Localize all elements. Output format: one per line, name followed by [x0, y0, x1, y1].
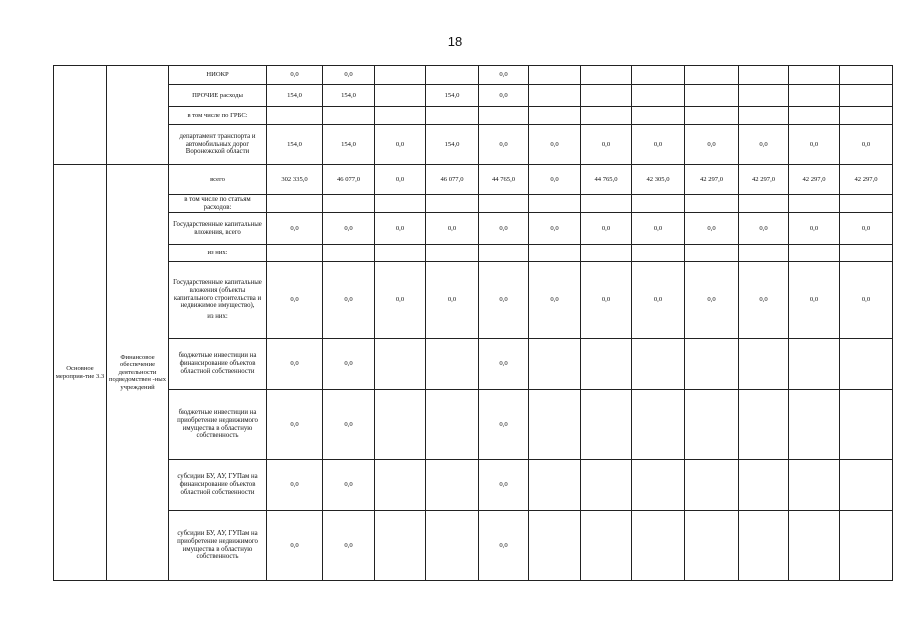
value-cell	[685, 107, 739, 125]
value-cell	[789, 66, 840, 85]
table-row	[54, 195, 893, 213]
measure-description-cell: Финансовое обеспечение деятельности подведомствен -ных учреждений	[107, 165, 169, 581]
row-label-text: Государственные капитальные вложения (объекты капитального строительства и недвижимое имущество),	[173, 278, 262, 310]
value-cell: 0,0	[529, 213, 581, 245]
row-label	[169, 262, 267, 339]
value-cell	[479, 107, 529, 125]
value-cell	[426, 66, 479, 85]
value-cell	[685, 460, 739, 511]
value-cell: 0,0	[323, 213, 375, 245]
value-cell	[685, 195, 739, 213]
value-cell: 0,0	[426, 262, 479, 339]
row-label: департамент транспорта и автомобильных дорог Воронежской области	[169, 125, 267, 165]
value-cell	[581, 460, 632, 511]
value-cell: 46 077,0	[426, 165, 479, 195]
value-cell	[789, 390, 840, 460]
value-cell: 0,0	[632, 125, 685, 165]
row-label: Государственные капитальные вложения, всего	[169, 213, 267, 245]
value-cell: 0,0	[375, 262, 426, 339]
value-cell: 0,0	[479, 262, 529, 339]
value-cell: 0,0	[375, 165, 426, 195]
value-cell	[632, 460, 685, 511]
value-cell	[739, 339, 789, 390]
value-cell	[426, 107, 479, 125]
row-label: бюджетные инвестиции на финансирование объектов областной собственности	[169, 339, 267, 390]
row-sublabel: из них:	[207, 313, 228, 321]
value-cell	[840, 339, 893, 390]
value-cell	[685, 511, 739, 581]
row-label: ПРОЧИЕ расходы	[169, 85, 267, 107]
value-cell: 0,0	[529, 165, 581, 195]
value-cell: 154,0	[267, 125, 323, 165]
value-cell	[375, 339, 426, 390]
value-cell	[739, 245, 789, 262]
value-cell: 0,0	[323, 262, 375, 339]
value-cell	[789, 339, 840, 390]
value-cell	[840, 245, 893, 262]
value-cell: 0,0	[375, 125, 426, 165]
value-cell	[529, 107, 581, 125]
value-cell	[426, 245, 479, 262]
table-row	[54, 107, 893, 125]
value-cell: 0,0	[267, 66, 323, 85]
value-cell: 42 297,0	[739, 165, 789, 195]
value-cell: 0,0	[840, 213, 893, 245]
value-cell: 0,0	[685, 213, 739, 245]
value-cell: 0,0	[426, 213, 479, 245]
value-cell	[840, 511, 893, 581]
value-cell	[267, 107, 323, 125]
value-cell	[375, 511, 426, 581]
value-cell: 0,0	[375, 213, 426, 245]
value-cell: 0,0	[323, 390, 375, 460]
value-cell	[375, 245, 426, 262]
value-cell: 0,0	[632, 213, 685, 245]
value-cell	[789, 245, 840, 262]
value-cell: 0,0	[267, 511, 323, 581]
value-cell: 154,0	[323, 125, 375, 165]
value-cell	[529, 511, 581, 581]
value-cell	[840, 85, 893, 107]
value-cell	[375, 66, 426, 85]
value-cell	[789, 85, 840, 107]
value-cell	[685, 245, 739, 262]
value-cell	[685, 85, 739, 107]
table-row	[54, 165, 893, 195]
value-cell	[375, 107, 426, 125]
value-cell: 42 297,0	[789, 165, 840, 195]
budget-table	[53, 65, 893, 581]
value-cell	[529, 339, 581, 390]
value-cell	[375, 460, 426, 511]
value-cell: 46 077,0	[323, 165, 375, 195]
value-cell: 0,0	[685, 125, 739, 165]
value-cell: 0,0	[323, 511, 375, 581]
value-cell: 44 765,0	[479, 165, 529, 195]
table-row	[54, 66, 893, 85]
value-cell: 302 335,0	[267, 165, 323, 195]
value-cell	[529, 390, 581, 460]
value-cell	[375, 390, 426, 460]
value-cell: 0,0	[840, 262, 893, 339]
value-cell	[789, 511, 840, 581]
value-cell: 0,0	[267, 460, 323, 511]
value-cell: 0,0	[581, 125, 632, 165]
value-cell: 0,0	[479, 511, 529, 581]
value-cell: 0,0	[739, 213, 789, 245]
value-cell: 42 305,0	[632, 165, 685, 195]
value-cell	[685, 66, 739, 85]
value-cell: 42 297,0	[685, 165, 739, 195]
value-cell: 0,0	[479, 460, 529, 511]
value-cell: 42 297,0	[840, 165, 893, 195]
value-cell: 0,0	[479, 390, 529, 460]
value-cell: 0,0	[267, 262, 323, 339]
value-cell	[685, 390, 739, 460]
value-cell	[632, 339, 685, 390]
row-label: в том числе по ГРБС:	[169, 107, 267, 125]
value-cell	[632, 107, 685, 125]
previous-description-cell	[107, 66, 169, 165]
value-cell	[323, 195, 375, 213]
value-cell	[632, 195, 685, 213]
value-cell	[840, 195, 893, 213]
value-cell	[840, 107, 893, 125]
value-cell	[479, 245, 529, 262]
value-cell	[529, 460, 581, 511]
value-cell	[479, 195, 529, 213]
row-label: НИОКР	[169, 66, 267, 85]
value-cell	[632, 511, 685, 581]
value-cell	[840, 390, 893, 460]
row-label: субсидии БУ, АУ, ГУПам на приобретение недвижимого имущества в областную собственность	[169, 511, 267, 581]
value-cell	[581, 195, 632, 213]
value-cell: 154,0	[426, 125, 479, 165]
value-cell: 0,0	[323, 460, 375, 511]
value-cell: 0,0	[632, 262, 685, 339]
value-cell	[375, 195, 426, 213]
value-cell	[739, 107, 789, 125]
value-cell: 154,0	[323, 85, 375, 107]
row-label: всего	[169, 165, 267, 195]
value-cell: 0,0	[789, 213, 840, 245]
value-cell	[739, 85, 789, 107]
value-cell: 0,0	[581, 213, 632, 245]
value-cell: 0,0	[529, 262, 581, 339]
value-cell	[529, 195, 581, 213]
value-cell	[581, 245, 632, 262]
value-cell	[529, 66, 581, 85]
table-row	[54, 125, 893, 165]
value-cell	[789, 195, 840, 213]
value-cell	[840, 460, 893, 511]
value-cell	[789, 460, 840, 511]
value-cell: 0,0	[581, 262, 632, 339]
value-cell	[426, 460, 479, 511]
value-cell	[632, 85, 685, 107]
value-cell: 0,0	[479, 339, 529, 390]
table-row	[54, 213, 893, 245]
value-cell	[323, 107, 375, 125]
value-cell	[581, 107, 632, 125]
value-cell: 0,0	[479, 213, 529, 245]
table-row	[54, 460, 893, 511]
value-cell	[267, 245, 323, 262]
value-cell	[840, 66, 893, 85]
value-cell: 0,0	[529, 125, 581, 165]
value-cell	[789, 107, 840, 125]
value-cell: 0,0	[789, 125, 840, 165]
table-row	[54, 339, 893, 390]
value-cell	[739, 195, 789, 213]
value-cell: 154,0	[426, 85, 479, 107]
value-cell: 0,0	[267, 339, 323, 390]
page-number: 18	[447, 34, 463, 49]
value-cell: 0,0	[840, 125, 893, 165]
value-cell	[581, 85, 632, 107]
value-cell	[529, 245, 581, 262]
value-cell: 0,0	[267, 213, 323, 245]
table-row	[54, 245, 893, 262]
value-cell	[739, 66, 789, 85]
row-label: субсидии БУ, АУ, ГУПам на финансирование объектов областной собственности	[169, 460, 267, 511]
value-cell: 0,0	[323, 339, 375, 390]
value-cell: 0,0	[739, 262, 789, 339]
row-label: бюджетные инвестиции на приобретение недвижимого имущества в областную собственность	[169, 390, 267, 460]
row-label: из них:	[169, 245, 267, 262]
value-cell	[632, 66, 685, 85]
value-cell: 154,0	[267, 85, 323, 107]
value-cell: 0,0	[267, 390, 323, 460]
value-cell	[685, 339, 739, 390]
value-cell: 0,0	[479, 85, 529, 107]
table-row	[54, 511, 893, 581]
value-cell	[426, 511, 479, 581]
value-cell	[529, 85, 581, 107]
value-cell	[739, 460, 789, 511]
value-cell: 0,0	[479, 125, 529, 165]
value-cell	[323, 245, 375, 262]
value-cell	[581, 511, 632, 581]
value-cell	[581, 390, 632, 460]
previous-measure-cell	[54, 66, 107, 165]
value-cell: 0,0	[323, 66, 375, 85]
table-row	[54, 85, 893, 107]
measure-cell: Основное мероприя-тие 3.3	[54, 165, 107, 581]
value-cell	[426, 390, 479, 460]
table-row	[54, 262, 893, 339]
value-cell	[581, 339, 632, 390]
value-cell	[426, 339, 479, 390]
value-cell	[267, 195, 323, 213]
value-cell: 44 765,0	[581, 165, 632, 195]
value-cell	[632, 245, 685, 262]
value-cell	[739, 511, 789, 581]
value-cell	[375, 85, 426, 107]
row-label: в том числе по статьям расходов:	[169, 195, 267, 213]
value-cell	[581, 66, 632, 85]
value-cell: 0,0	[685, 262, 739, 339]
value-cell: 0,0	[789, 262, 840, 339]
value-cell	[739, 390, 789, 460]
table-row	[54, 390, 893, 460]
value-cell	[632, 390, 685, 460]
value-cell	[426, 195, 479, 213]
value-cell: 0,0	[479, 66, 529, 85]
value-cell: 0,0	[739, 125, 789, 165]
